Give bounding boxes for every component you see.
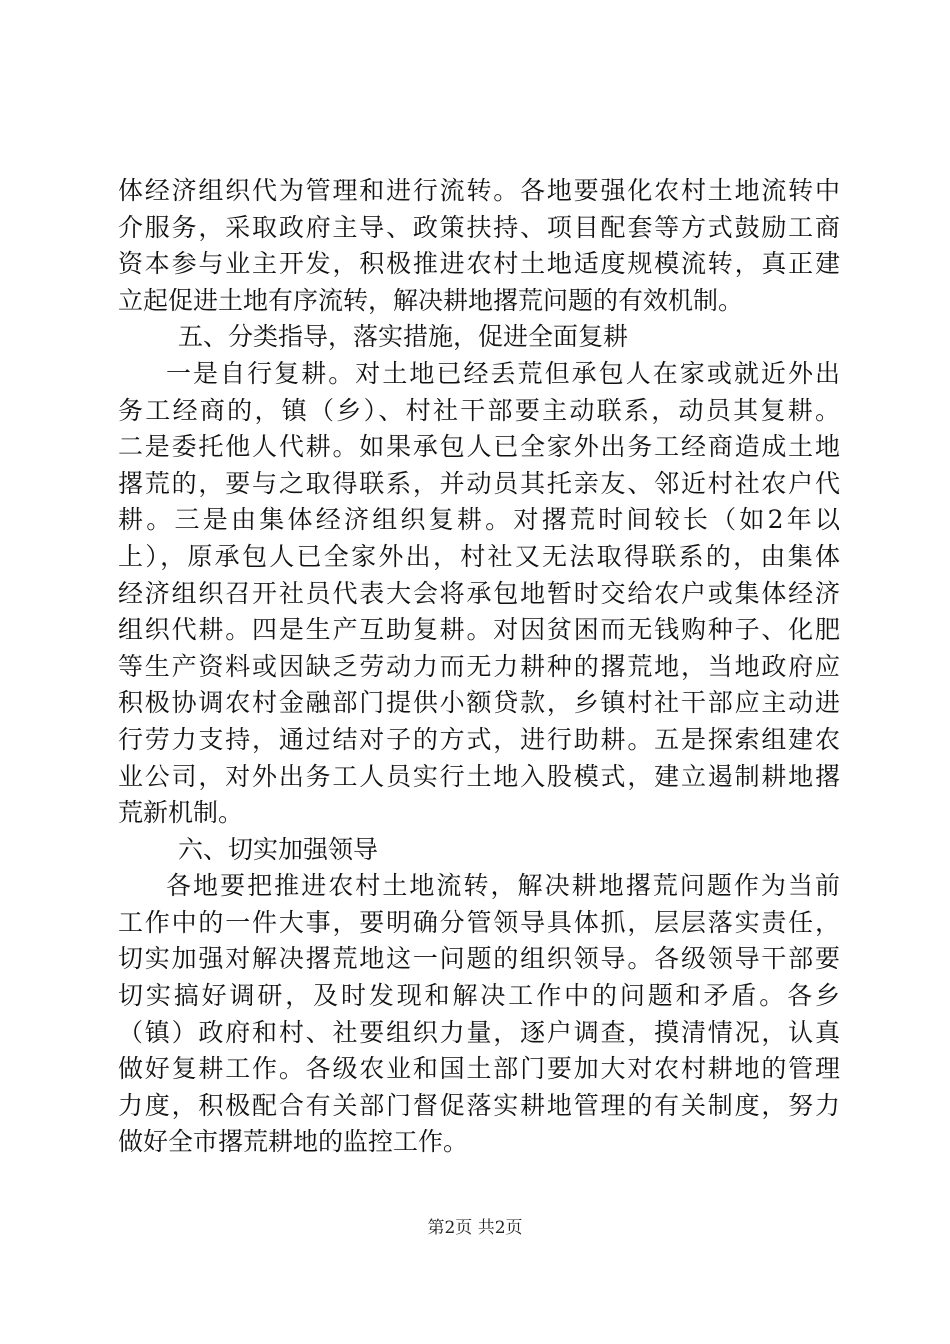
text-line: 切实搞好调研，及时发现和解决工作中的问题和矛盾。各乡 [118, 981, 840, 1011]
text-line: 上），原承包人已全家外出，村社又无法取得联系的，由集体 [118, 541, 840, 571]
text-line: （镇）政府和村、社要组织力量，逐户调查，摸清情况，认真 [118, 1017, 840, 1047]
text-line: 务工经商的，镇（乡）、村社干部要主动联系，动员其复耕。 [118, 395, 840, 425]
page-number-footer: 第2页 共2页 [427, 1218, 523, 1238]
text-line: 做好全市撂荒耕地的监控工作。 [118, 1127, 469, 1157]
text-line: 资本参与业主开发，积极推进农村土地适度规模流转，真正建 [118, 249, 840, 279]
text-line: 力度，积极配合有关部门督促落实耕地管理的有关制度，努力 [118, 1090, 840, 1120]
text-line: 立起促进土地有序流转，解决耕地撂荒问题的有效机制。 [118, 285, 744, 315]
text-line: 行劳力支持，通过结对子的方式，进行助耕。五是探索组建农 [118, 724, 840, 754]
text-line: 业公司，对外出务工人员实行土地入股模式，建立遏制耕地撂 [118, 761, 840, 791]
text-line: 二是委托他人代耕。如果承包人已全家外出务工经商造成土地 [118, 432, 840, 462]
text-line: 荒新机制。 [118, 798, 244, 828]
text-line: 各地要把推进农村土地流转，解决耕地撂荒问题作为当前 [166, 871, 840, 901]
text-line: 耕。三是由集体经济组织复耕。对撂荒时间较长（如2年以 [118, 505, 840, 535]
text-line: 一是自行复耕。对土地已经丢荒但承包人在家或就近外出 [166, 358, 840, 388]
text-line: 等生产资料或因缺乏劳动力而无力耕种的撂荒地，当地政府应 [118, 651, 840, 681]
text-line: 介服务，采取政府主导、政策扶持、项目配套等方式鼓励工商 [118, 212, 840, 242]
text-line: 工作中的一件大事，要明确分管领导具体抓，层层落实责任， [118, 907, 840, 937]
text-line: 组织代耕。四是生产互助复耕。对因贫困而无钱购种子、化肥 [118, 615, 840, 645]
section-heading-5: 五、分类指导，落实措施，促进全面复耕 [178, 322, 629, 352]
text-line: 体经济组织代为管理和进行流转。各地要强化农村土地流转中 [118, 176, 840, 205]
text-line: 撂荒的，要与之取得联系，并动员其托亲友、邻近村社农户代 [118, 468, 840, 498]
body-text [118, 173, 840, 1161]
section-heading-6: 六、切实加强领导 [178, 834, 379, 864]
text-line: 做好复耕工作。各级农业和国土部门要加大对农村耕地的管理 [118, 1054, 840, 1084]
text-line: 切实加强对解决撂荒地这一问题的组织领导。各级领导干部要 [118, 944, 840, 974]
text-line: 积极协调农村金融部门提供小额贷款，乡镇村社干部应主动进 [118, 688, 840, 718]
text-line: 经济组织召开社员代表大会将承包地暂时交给农户或集体经济 [118, 578, 840, 608]
